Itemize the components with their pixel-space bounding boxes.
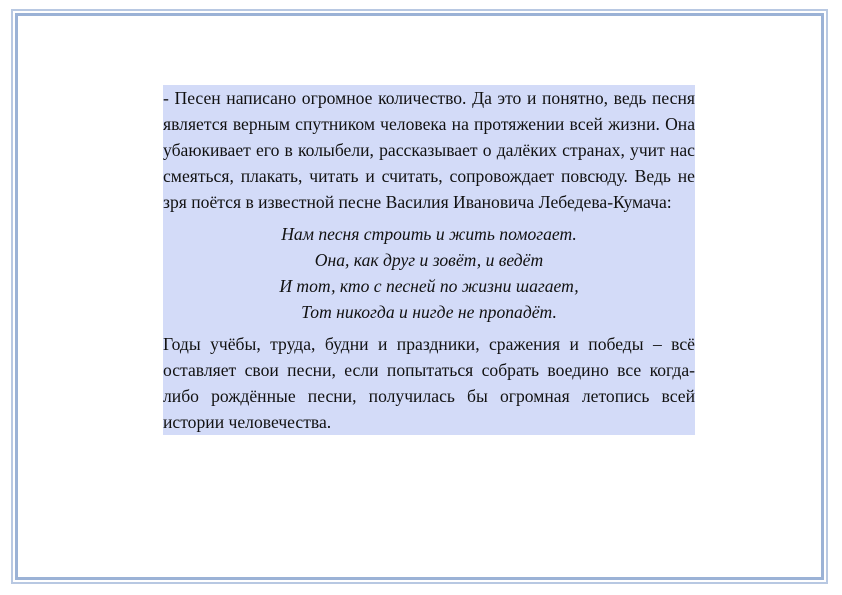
text-block — [163, 85, 695, 435]
poem-quote — [163, 221, 695, 325]
intro-paragraph: - Песен написано огромное количество. Да это и понятно, ведь песня является верным спутником человека на протяжении всей жизни. Она убаюкивает его в колыбели, рассказывает о далёких странах, учит нас смеяться, плакать, читать и считать, сопровождает повсюду. Ведь не зря поётся в известной песне Василия Ивановича Лебедева-Кумача: — [163, 88, 695, 212]
poem-line-4: Тот никогда и нигде не пропадёт. — [301, 302, 557, 322]
poem-line-2: Она, как друг и зовёт, и ведёт — [314, 250, 544, 270]
poem-line-3: И тот, кто с песней по жизни шагает, — [279, 276, 579, 296]
closing-paragraph: Годы учёбы, труда, будни и праздники, сражения и победы – всё оставляет свои песни, если попытаться собрать воедино все когда-либо рождённые песни, получилась бы огромная летопись всей истории человечества. — [163, 334, 695, 432]
poem-line-1: Нам песня строить и жить помогает. — [281, 224, 577, 244]
